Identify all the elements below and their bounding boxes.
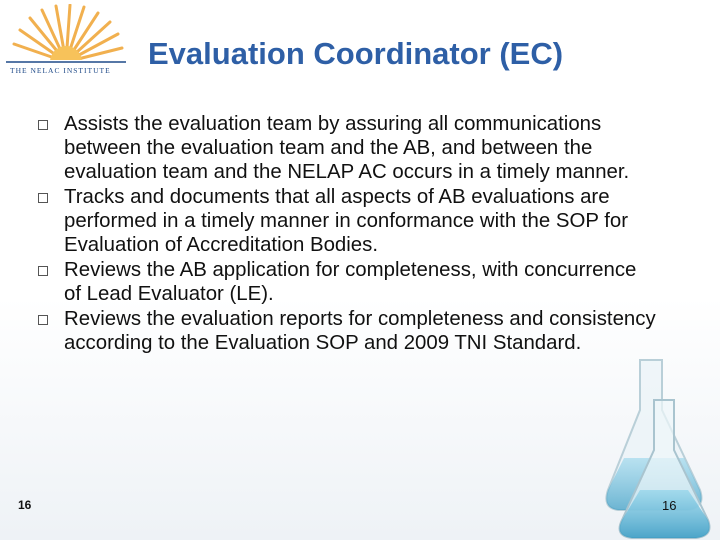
bullet-text: Reviews the evaluation reports for completeness and consistency according to the Evaluation SOP and 2009 TNI Standard. [64, 308, 656, 354]
sunburst-icon [4, 4, 128, 66]
bullet-item [38, 258, 658, 306]
bullet-item [38, 112, 658, 184]
bullet-list [38, 112, 658, 356]
flask-icon [596, 340, 720, 540]
page-number-left: 16 [18, 498, 32, 512]
square-bullet-icon [38, 266, 48, 276]
logo-text: THE NELAC INSTITUTE [10, 66, 111, 75]
page-number-right: 16 [662, 498, 677, 513]
bullet-text: Reviews the AB application for completeness, with concurrence of Lead Evaluator (LE). [64, 259, 637, 305]
square-bullet-icon [38, 315, 48, 325]
nelac-logo [4, 4, 128, 84]
bullet-item [38, 307, 658, 355]
square-bullet-icon [38, 193, 48, 203]
bullet-text: Tracks and documents that all aspects of AB evaluations are performed in a timely manner in conformance with the SOP for Evaluation of Accreditation Bodies. [64, 186, 629, 256]
slide-title: Evaluation Coordinator (EC) [148, 36, 564, 71]
bullet-item [38, 185, 658, 257]
square-bullet-icon [38, 120, 48, 130]
bullet-text: Assists the evaluation team by assuring all communications between the evaluation team and the AB, and between the evaluation team and the NELAP AC occurs in a timely manner. [64, 113, 630, 183]
